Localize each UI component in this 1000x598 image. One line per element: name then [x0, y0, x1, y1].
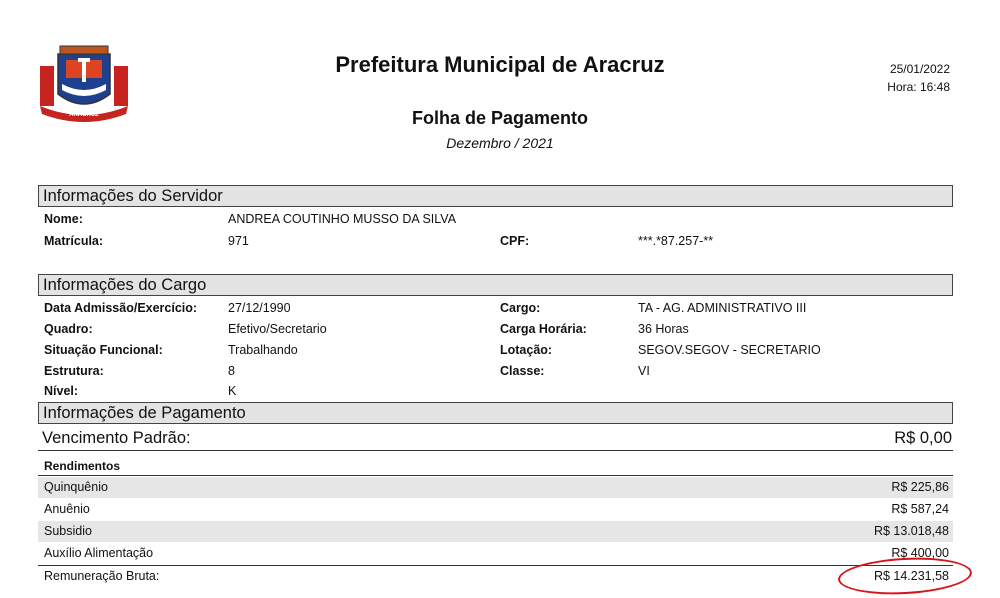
- cargo-field-value: K: [228, 384, 237, 398]
- rendimento-row: [38, 543, 953, 564]
- nome-label: Nome:: [44, 212, 83, 226]
- rendimento-name: Subsidio: [44, 524, 92, 538]
- rendimento-value: R$ 587,24: [891, 502, 949, 516]
- rendimento-name: Anuênio: [44, 502, 90, 516]
- rendimento-row: [38, 521, 953, 542]
- rendimento-name: Quinquênio: [44, 480, 108, 494]
- rendimento-row: [38, 499, 953, 520]
- section-pagamento-header: Informações de Pagamento: [38, 402, 953, 424]
- svg-text:ARACRUZ: ARACRUZ: [69, 112, 99, 118]
- cargo-field-value: 8: [228, 364, 235, 378]
- cargo-field-value: SEGOV.SEGOV - SECRETARIO: [638, 343, 821, 357]
- print-time: Hora: 16:48: [887, 80, 950, 94]
- org-name: Prefeitura Municipal de Aracruz: [335, 52, 665, 77]
- remuneracao-bruta-value: R$ 14.231,58: [873, 569, 949, 583]
- cargo-field-label: Quadro:: [44, 322, 93, 336]
- rendimento-value: R$ 400,00: [891, 546, 949, 560]
- remuneracao-bruta-label: Remuneração Bruta:: [44, 569, 160, 583]
- cargo-field-label: Situação Funcional:: [44, 343, 163, 357]
- cargo-field-value: Trabalhando: [228, 343, 298, 357]
- cpf-value: ***.*87.257-**: [638, 234, 714, 248]
- cargo-field-label: Estrutura:: [44, 364, 104, 378]
- section-cargo-header: Informações do Cargo: [38, 274, 953, 296]
- cargo-field-label: Carga Horária:: [500, 322, 587, 336]
- matricula-label: Matrícula:: [44, 234, 104, 248]
- cargo-field-label: Nível:: [44, 384, 79, 398]
- document-title: Folha de Pagamento: [411, 108, 589, 128]
- divider: [38, 450, 953, 451]
- cpf-label: CPF:: [500, 234, 530, 248]
- rendimento-row: [38, 477, 953, 498]
- nome-value: ANDREA COUTINHO MUSSO DA SILVA: [228, 212, 457, 226]
- cargo-field-label: Data Admissão/Exercício:: [44, 301, 198, 315]
- cargo-field-value: 36 Horas: [638, 322, 689, 336]
- remuneracao-bruta-row: [38, 566, 953, 587]
- cargo-field-value: TA - AG. ADMINISTRATIVO III: [638, 301, 807, 315]
- rendimento-name: Auxílio Alimentação: [44, 546, 154, 560]
- vencimento-label: Vencimento Padrão:: [42, 429, 191, 447]
- vencimento-value: R$ 0,00: [894, 429, 952, 447]
- cargo-field-value: VI: [638, 364, 650, 378]
- rendimento-value: R$ 13.018,48: [873, 524, 949, 538]
- divider: [38, 475, 953, 476]
- cargo-field-label: Cargo:: [500, 301, 541, 315]
- period: Dezembro / 2021: [446, 135, 554, 151]
- matricula-value: 971: [228, 234, 249, 248]
- cargo-field-value: Efetivo/Secretario: [228, 322, 327, 336]
- rendimento-value: R$ 225,86: [891, 480, 949, 494]
- cargo-field-value: 27/12/1990: [228, 301, 291, 315]
- section-servidor-header: Informações do Servidor: [38, 185, 953, 207]
- cargo-field-label: Lotação:: [500, 343, 553, 357]
- print-date: 25/01/2022: [889, 62, 950, 76]
- rendimentos-label: Rendimentos: [44, 459, 121, 473]
- cargo-field-label: Classe:: [500, 364, 545, 378]
